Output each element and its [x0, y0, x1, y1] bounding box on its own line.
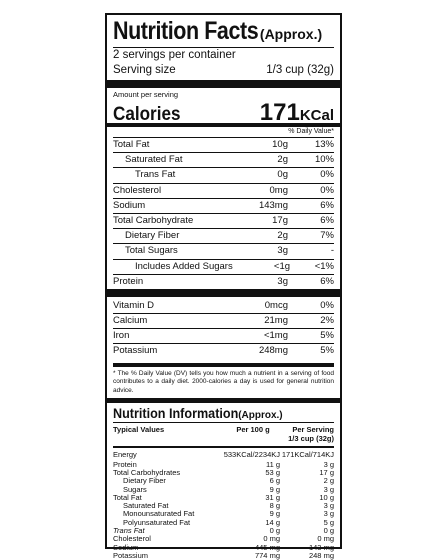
info-nutrient-name: Sodium — [113, 542, 139, 552]
mineral-row — [113, 343, 334, 358]
info-per-100g: 9 g — [269, 484, 280, 494]
mineral-row — [113, 313, 334, 328]
info-nutrient-name: Polyunsaturated Fat — [123, 517, 191, 527]
nutrient-row — [113, 152, 334, 167]
col-per-serving-line1: Per Serving — [292, 425, 334, 435]
nutrient-row — [113, 243, 334, 258]
info-row — [113, 451, 334, 459]
nutrient-row — [113, 198, 334, 213]
nutrient-amount: 143mg — [258, 199, 288, 211]
nutrient-rows — [113, 137, 334, 289]
info-per-100g: 6 g — [269, 476, 280, 486]
info-nutrient-name: Trans Fat — [113, 526, 145, 536]
thick-divider — [107, 80, 340, 88]
info-per-100g: 53 g — [265, 468, 280, 477]
info-per-serving: 0 mg — [317, 534, 334, 544]
info-per-serving: 3 g — [323, 459, 334, 469]
facts-approx: (Approx.) — [259, 26, 323, 42]
info-nutrient-name: Total Carbohydrates — [113, 468, 181, 477]
info-title: Nutrition Information — [113, 405, 239, 422]
serving-size-value: 1/3 cup (32g) — [266, 64, 334, 76]
info-per-100g: 8 g — [269, 501, 280, 511]
col-per-100g: Per 100 g — [236, 425, 270, 435]
footnote: * The % Daily Value (DV) tells you how much a nutrient in a serving of food contributes to a daily diet. 2000-calories a day is used for general nutrition advice. — [113, 363, 334, 396]
facts-header — [113, 17, 334, 47]
nutrient-daily-value: 10% — [314, 154, 334, 166]
info-per-100g: 0 mg — [263, 534, 280, 544]
nutrient-daily-value: 6% — [320, 199, 334, 211]
info-nutrient-name: Monounsaturated Fat — [123, 509, 195, 519]
facts-title: Nutrition Facts — [113, 17, 259, 45]
thick-divider — [107, 398, 340, 403]
nutrient-daily-value: <1% — [314, 260, 334, 272]
nutrient-daily-value: 13% — [314, 139, 334, 150]
col-per-serving-line2: 1/3 cup (32g) — [288, 434, 334, 444]
calories-number: 171 — [259, 99, 300, 126]
nutrient-name: Total Carbohydrate — [113, 214, 194, 226]
nutrition-label — [105, 13, 342, 560]
info-per-100g: 445 mg — [254, 542, 280, 552]
daily-value-header: % Daily Value* — [288, 128, 334, 135]
info-header — [113, 405, 334, 421]
mineral-amount: <1mg — [263, 330, 288, 342]
mineral-name: Iron — [113, 330, 130, 342]
nutrient-row — [113, 167, 334, 182]
mineral-amount: 21mg — [264, 315, 288, 327]
mineral-name: Potassium — [113, 345, 158, 357]
col-per-serving — [282, 425, 334, 443]
info-nutrient-name: Saturated Fat — [123, 501, 169, 511]
mineral-amount: 248mg — [258, 345, 288, 357]
info-per-serving: 143 mg — [308, 542, 334, 552]
nutrient-name: Cholesterol — [113, 184, 162, 196]
nutrient-daily-value: 6% — [320, 214, 334, 226]
calories-unit: KCal — [299, 107, 334, 124]
nutrient-amount: 2g — [277, 154, 288, 166]
serving-size-row — [113, 63, 334, 78]
mineral-daily-value: 5% — [320, 330, 334, 342]
info-nutrient-name: Protein — [113, 459, 137, 469]
nutrient-amount: 3g — [277, 245, 288, 257]
info-per-100g: 0 g — [269, 526, 280, 536]
serving-size-label: Serving size — [113, 64, 176, 76]
nutrient-amount: 0mg — [269, 184, 288, 196]
nutrient-amount: <1g — [273, 260, 291, 272]
info-per-100g: 14 g — [265, 517, 280, 527]
nutrient-name: Trans Fat — [135, 169, 176, 181]
calories-label: Calories — [113, 104, 181, 125]
nutrient-amount: 10g — [272, 139, 288, 150]
mineral-name: Calcium — [113, 315, 148, 327]
info-row — [113, 535, 334, 543]
nutrient-daily-value: 0% — [320, 169, 334, 181]
info-per-serving: 0 g — [323, 526, 334, 536]
nutrient-daily-value: 6% — [320, 275, 334, 287]
info-per-serving: 171KCal/714KJ — [281, 450, 334, 460]
info-approx: (Approx.) — [238, 410, 283, 422]
amount-per-serving: Amount per serving — [113, 90, 179, 99]
info-per-serving: 248 mg — [308, 550, 334, 560]
mineral-row — [113, 299, 334, 313]
info-per-100g: 9 g — [269, 509, 280, 519]
servings-per-container: 2 servings per container — [113, 49, 236, 61]
info-per-serving: 17 g — [319, 468, 334, 477]
info-per-serving: 3 g — [323, 484, 334, 494]
nutrient-name: Sodium — [113, 199, 146, 211]
info-nutrient-name: Sugars — [123, 484, 147, 494]
nutrient-row — [113, 274, 334, 289]
info-per-serving: 3 g — [323, 501, 334, 511]
nutrient-name: Saturated Fat — [125, 154, 183, 166]
nutrient-daily-value: - — [330, 245, 334, 257]
info-per-100g: 533KCal/2234KJ — [223, 450, 280, 460]
mineral-row — [113, 328, 334, 343]
nutrient-amount: 17g — [272, 214, 288, 226]
info-per-serving: 5 g — [323, 517, 334, 527]
info-row — [113, 519, 334, 527]
info-per-100g: 774 mg — [254, 550, 280, 560]
nutrient-name: Protein — [113, 275, 144, 287]
info-nutrient-name: Potassium — [113, 550, 149, 560]
nutrient-row — [113, 228, 334, 243]
info-per-serving: 2 g — [323, 476, 334, 486]
nutrient-name: Total Fat — [113, 139, 150, 150]
nutrient-daily-value: 0% — [320, 184, 334, 196]
mineral-rows — [113, 299, 334, 359]
info-nutrient-name: Energy — [113, 450, 137, 460]
mineral-daily-value: 5% — [320, 345, 334, 357]
nutrient-row — [113, 213, 334, 228]
nutrient-name: Includes Added Sugars — [135, 260, 233, 272]
mineral-amount: 0mcg — [264, 299, 288, 311]
mineral-name: Vitamin D — [113, 299, 155, 311]
col-typical-values: Typical Values — [113, 425, 165, 435]
mineral-daily-value: 0% — [320, 299, 334, 311]
nutrient-amount: 2g — [277, 230, 288, 242]
calories-row — [113, 99, 334, 126]
mineral-daily-value: 2% — [320, 315, 334, 327]
info-per-100g: 31 g — [265, 492, 280, 502]
info-per-100g: 11 g — [265, 459, 280, 469]
info-nutrient-name: Cholesterol — [113, 534, 151, 544]
info-per-serving: 3 g — [323, 509, 334, 519]
nutrient-name: Dietary Fiber — [125, 230, 180, 242]
info-nutrient-name: Dietary Fiber — [123, 476, 166, 486]
nutrient-amount: 3g — [277, 275, 288, 287]
calories-value — [260, 99, 334, 127]
nutrient-row — [113, 137, 334, 152]
info-row — [113, 486, 334, 494]
info-rows — [113, 451, 334, 560]
nutrient-name: Total Sugars — [125, 245, 178, 257]
nutrient-row — [113, 183, 334, 198]
nutrient-amount: 0g — [277, 169, 288, 181]
nutrient-row — [113, 259, 334, 274]
info-column-header — [113, 422, 334, 448]
info-row — [113, 552, 334, 560]
nutrient-daily-value: 7% — [320, 230, 334, 242]
info-per-serving: 10 g — [319, 492, 334, 502]
thick-divider — [107, 289, 340, 297]
info-nutrient-name: Total Fat — [113, 492, 142, 502]
